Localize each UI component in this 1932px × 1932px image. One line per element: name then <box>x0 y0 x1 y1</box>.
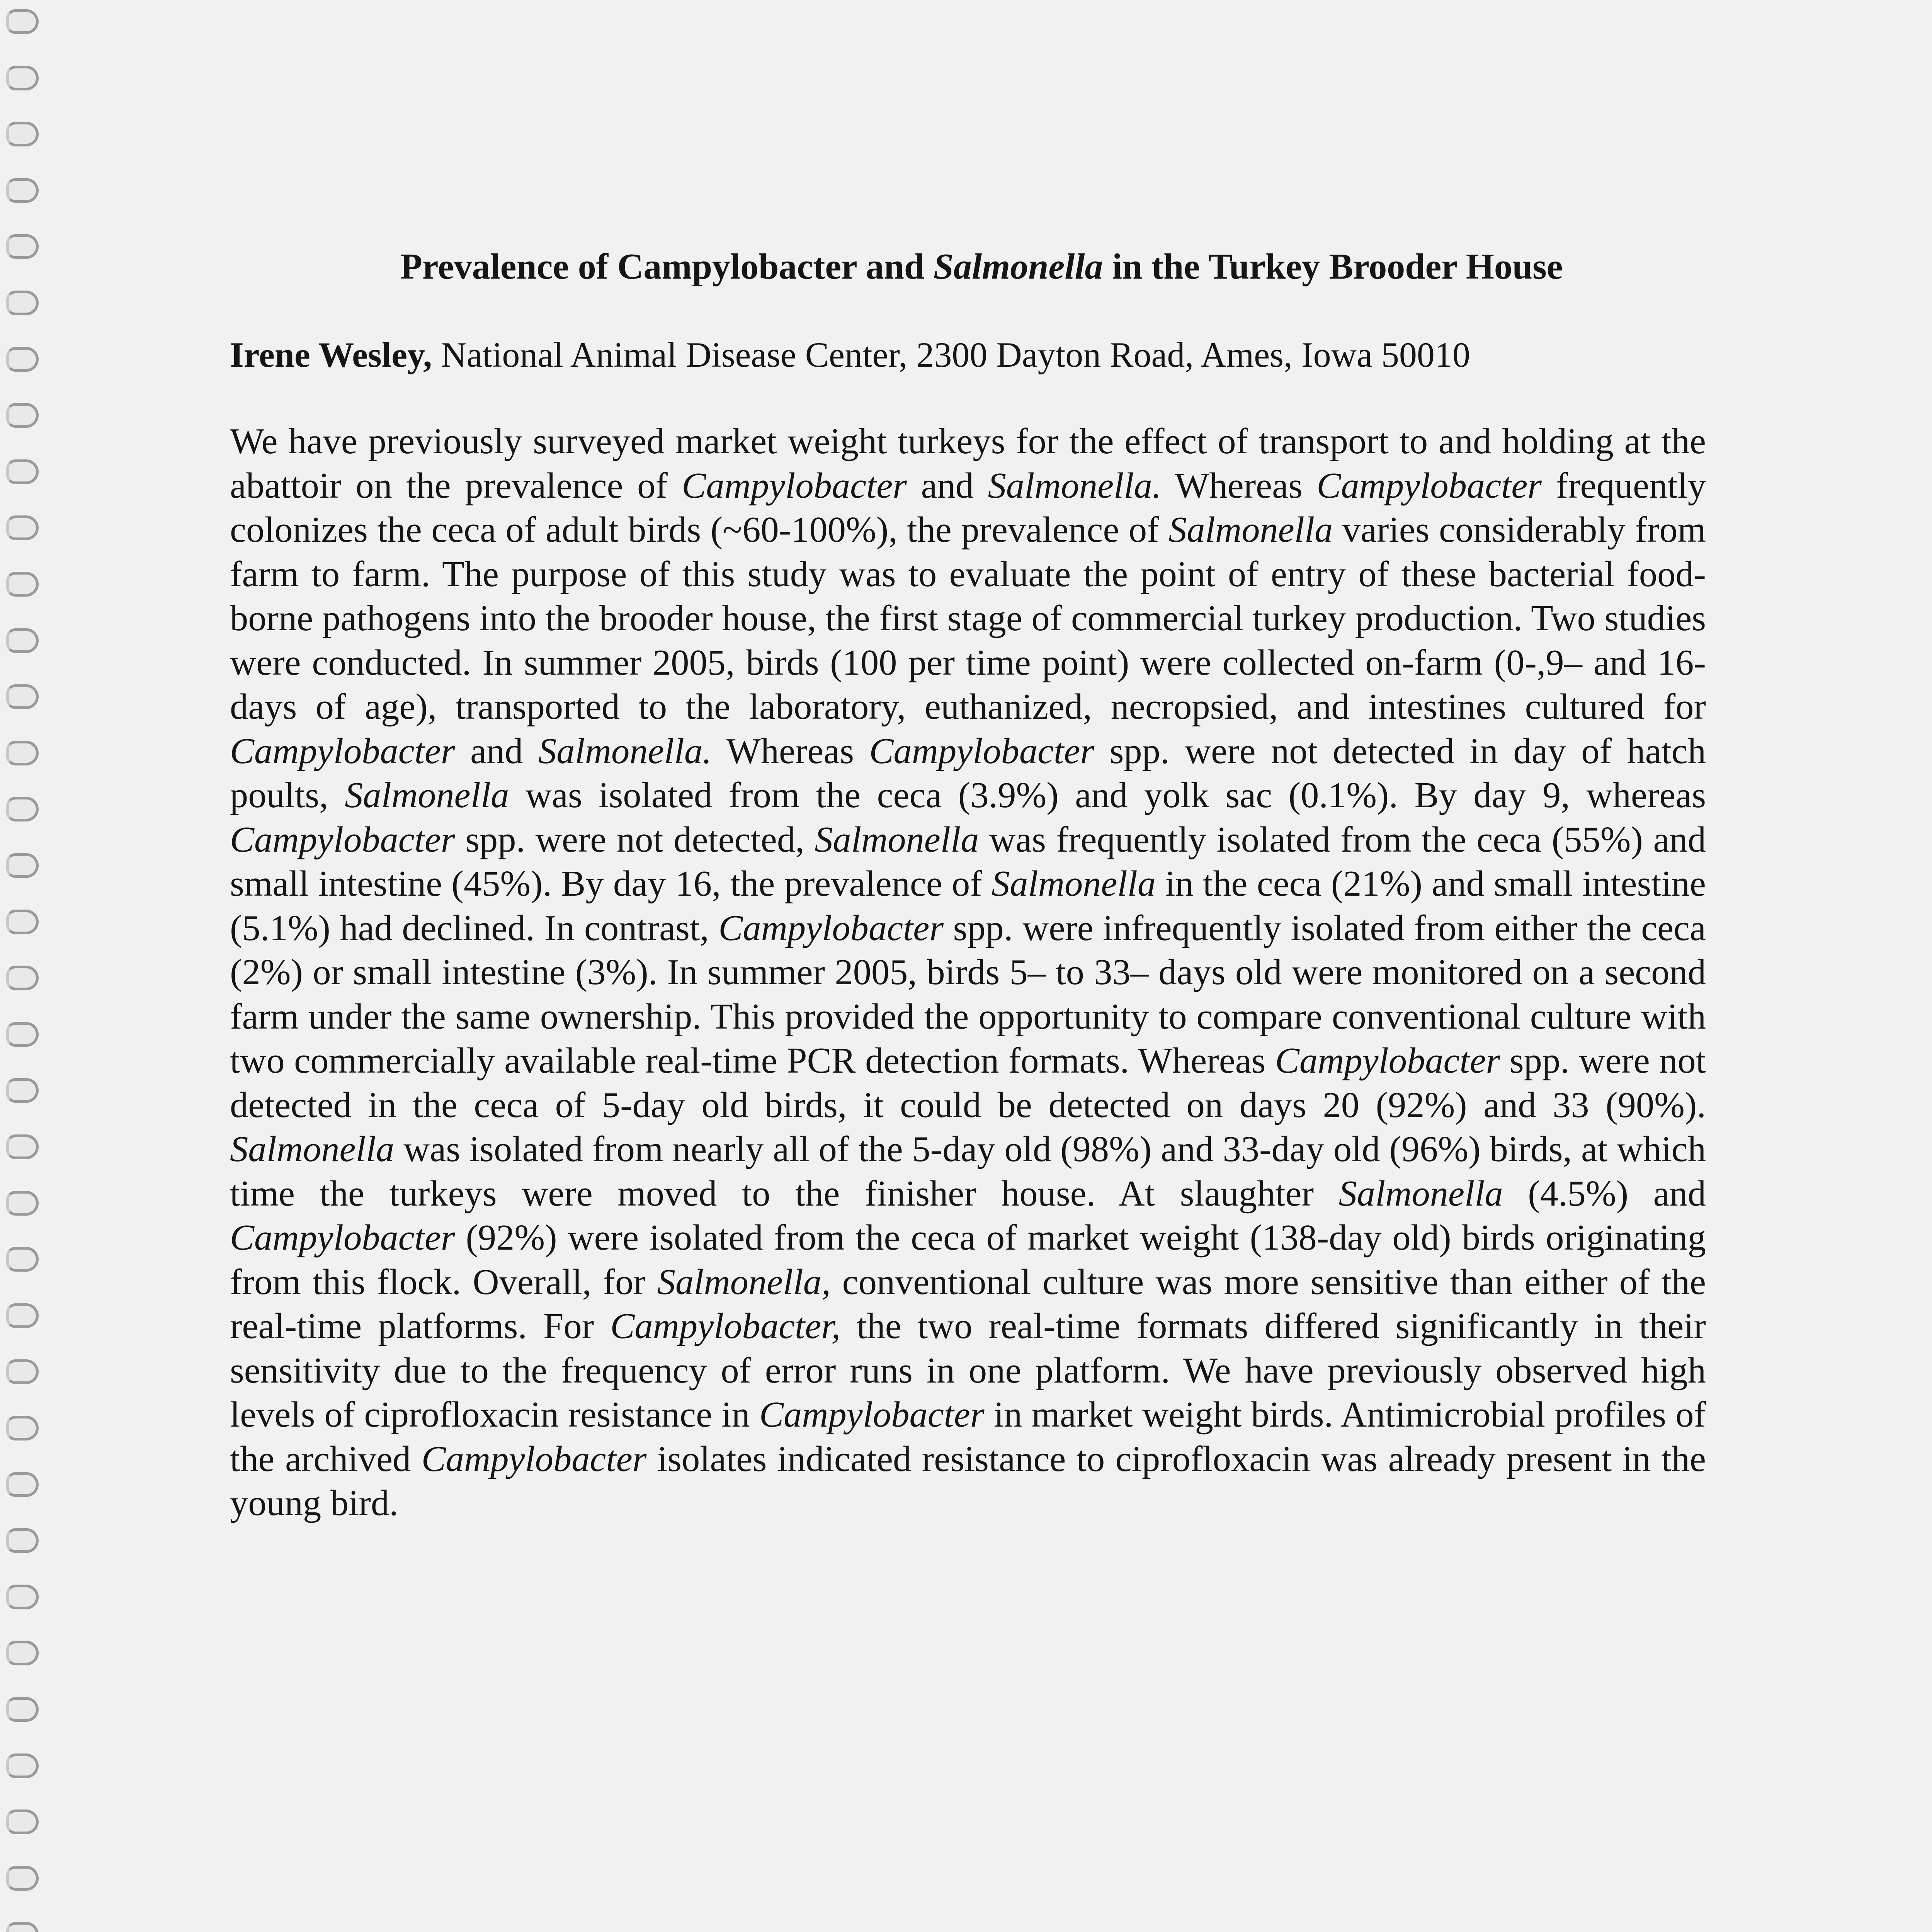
binding-ring <box>6 1810 39 1834</box>
italic-organism-name: Campylobacter <box>421 1439 647 1479</box>
abstract-text: Whereas <box>711 731 869 771</box>
document-title <box>228 243 1735 290</box>
italic-organism-name: Campylobacter <box>1316 465 1542 506</box>
italic-organism-name: Campylobacter <box>869 731 1095 771</box>
italic-organism-name: Salmonella <box>991 864 1156 904</box>
binding-ring <box>6 291 39 315</box>
abstract-text: was frequently isolated from the ceca (55%) and small intestine (45%). By day 16, the prevalence of <box>230 819 1706 904</box>
abstract-text: spp. were not detected in day of hatch poults, <box>230 731 1706 815</box>
binding-ring <box>6 9 39 34</box>
abstract-text: spp. were infrequently isolated from either the ceca (2%) or small intestine (3%). In summer 2005, birds 5– to 33– days old were monitored on a second farm under the same ownership. This provided the opportunity to compare conventional culture with two commercially available real-time PCR detection formats. Whereas <box>230 908 1706 1081</box>
spiral-binding <box>0 0 58 1932</box>
binding-ring <box>6 122 39 146</box>
binding-ring <box>6 1078 39 1103</box>
binding-ring <box>6 1585 39 1609</box>
binding-ring <box>6 178 39 203</box>
abstract-text: was isolated from the ceca (3.9%) and yolk sac (0.1%). By day 9, whereas <box>509 775 1706 815</box>
binding-ring <box>6 1416 39 1440</box>
italic-organism-name: Salmonella <box>1168 510 1333 550</box>
abstract-text: We have previously surveyed market weight turkeys for the effect of transport to and holding at the abattoir on the prevalence of <box>230 421 1706 506</box>
abstract-text: was isolated from nearly all of the 5-day old (98%) and 33-day old (96%) birds, at which time the turkeys were moved to the finisher house. At slaughter <box>230 1129 1706 1214</box>
abstract-text: (4.5%) and <box>1503 1173 1706 1214</box>
italic-organism-name: Campylobacter <box>230 1218 455 1258</box>
abstract-text: isolates indicated resistance to ciprofloxacin was already present in the young bird. <box>230 1439 1706 1523</box>
italic-organism-name: Salmonella <box>815 819 979 860</box>
abstract-text: and <box>455 731 538 771</box>
abstract-text: and <box>907 465 988 506</box>
italic-organism-name: Salmonella. <box>538 731 712 771</box>
abstract-text: Whereas <box>1161 465 1317 506</box>
binding-ring <box>6 741 39 765</box>
italic-organism-name: Campylobacter <box>759 1395 985 1435</box>
italic-organism-name: Salmonella <box>1338 1173 1503 1214</box>
binding-ring <box>6 347 39 372</box>
binding-ring <box>6 910 39 934</box>
binding-ring <box>6 66 39 90</box>
italic-organism-name: Salmonella, <box>657 1262 831 1302</box>
author-line <box>230 332 1737 378</box>
italic-organism-name: Campylobacter <box>1275 1041 1500 1081</box>
abstract-text: spp. were not detected in the ceca of 5-day old birds, it could be detected on days 20 (92%) and 33 (90%). <box>230 1041 1706 1125</box>
abstract-text: the two real-time formats differed significantly in their sensitivity due to the frequency of error runs in one platform. We have previously observed high levels of ciprofloxacin resistance in <box>230 1306 1706 1435</box>
abstract-paragraph <box>230 419 1706 1526</box>
binding-ring <box>6 1303 39 1328</box>
abstract-text: in market weight birds. Antimicrobial profiles of the archived <box>230 1395 1706 1479</box>
binding-ring <box>6 966 39 990</box>
italic-organism-name: Campylobacter <box>718 908 944 948</box>
italic-organism-name: Salmonella. <box>988 465 1162 506</box>
italic-organism-name: Campylobacter <box>682 465 907 506</box>
author-affiliation: National Animal Disease Center, 2300 Dayton Road, Ames, Iowa 50010 <box>432 335 1470 374</box>
binding-ring <box>6 1191 39 1216</box>
binding-ring <box>6 515 39 540</box>
binding-ring <box>6 853 39 878</box>
binding-ring <box>6 1134 39 1159</box>
abstract-text: in the ceca (21%) and small intestine (5.1%) had declined. In contrast, <box>230 864 1706 948</box>
binding-ring <box>6 628 39 653</box>
binding-ring <box>6 1022 39 1047</box>
abstract-text: varies considerably from farm to farm. The purpose of this study was to evaluate the point of entry of these bacterial food-borne pathogens into the brooder house, the first stage of commercial turkey production. Two studies were conducted. In summer 2005, birds (100 per time point) were collected on-farm (0-,9– and 16-days of age), transported to the laboratory, euthanized, necropsied, and intestines cultured for <box>230 510 1706 727</box>
italic-organism-name: Salmonella <box>230 1129 395 1169</box>
binding-ring <box>6 1641 39 1665</box>
italic-organism-name: Salmonella <box>345 775 509 815</box>
binding-ring <box>6 1753 39 1778</box>
italic-organism-name: Campylobacter <box>230 819 455 860</box>
author-name: Irene Wesley, <box>230 335 432 374</box>
binding-ring <box>6 1247 39 1272</box>
binding-ring <box>6 572 39 597</box>
binding-ring <box>6 1472 39 1497</box>
binding-ring <box>6 1697 39 1722</box>
binding-ring <box>6 234 39 259</box>
binding-ring <box>6 684 39 709</box>
abstract-text: (92%) were isolated from the ceca of market weight (138-day old) birds originating from this flock. Overall, for <box>230 1218 1706 1302</box>
binding-ring <box>6 797 39 821</box>
italic-organism-name: Campylobacter <box>230 731 455 771</box>
binding-ring <box>6 1359 39 1384</box>
abstract-text: spp. were not detected, <box>455 819 815 860</box>
italic-organism-name: Campylobacter, <box>610 1306 841 1346</box>
binding-ring <box>6 1866 39 1891</box>
abstract-text: conventional culture was more sensitive than either of the real-time platforms. For <box>230 1262 1706 1346</box>
binding-ring <box>6 1528 39 1553</box>
title-italic-organism: Salmonella <box>933 247 1103 287</box>
binding-ring <box>6 1922 39 1932</box>
title-text-end: in the Turkey Brooder House <box>1103 247 1563 287</box>
binding-ring <box>6 403 39 428</box>
abstract-text: frequently colonizes the ceca of adult birds (~60-100%), the prevalence of <box>230 465 1706 550</box>
binding-ring <box>6 459 39 484</box>
title-text-start: Prevalence of Campylobacter and <box>400 247 934 287</box>
